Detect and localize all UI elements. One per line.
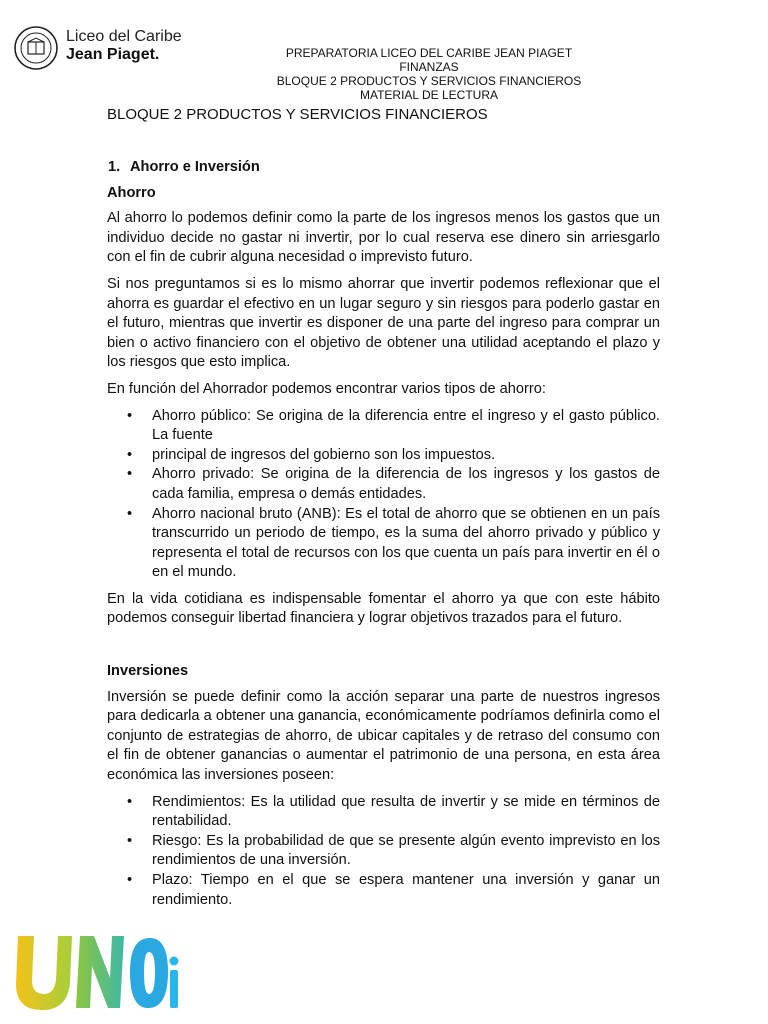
document-title: BLOQUE 2 PRODUCTOS Y SERVICIOS FINANCIEROS bbox=[107, 106, 488, 123]
section-heading bbox=[107, 158, 660, 178]
header-block: BLOQUE 2 PRODUCTOS Y SERVICIOS FINANCIEROS bbox=[276, 74, 582, 88]
school-seal-icon bbox=[14, 22, 62, 74]
paragraph: Al ahorro lo podemos definir como la parte de los ingresos menos los gastos que un individuo decide no gastar ni invertir, por lo cual reserva ese dinero sin arriesgarlo con el fin de cubrir alguna necesidad o imprevisto futuro. bbox=[107, 210, 660, 266]
list-item: • principal de ingresos del gobierno son los impuestos. bbox=[107, 446, 660, 466]
section-number: 1. bbox=[108, 159, 121, 175]
logo-line2: Jean Piaget. bbox=[66, 46, 160, 63]
inversiones-list bbox=[107, 793, 660, 911]
logo-line1: Liceo del Caribe bbox=[66, 28, 182, 45]
list-item: • Riesgo: Es la probabilidad de que se presente algún evento imprevisto en los rendimientos de una inversión. bbox=[107, 832, 660, 871]
header-school: PREPARATORIA LICEO DEL CARIBE JEAN PIAGET bbox=[285, 46, 573, 60]
unoi-logo-icon bbox=[10, 928, 180, 1014]
school-logo bbox=[14, 22, 184, 74]
header-material: MATERIAL DE LECTURA bbox=[359, 88, 499, 102]
section-title: Ahorro e Inversión bbox=[130, 159, 260, 175]
paragraph: En función del Ahorrador podemos encontrar varios tipos de ahorro: bbox=[107, 380, 546, 397]
paragraph: Inversión se puede definir como la acción separar una parte de nuestros ingresos para dedicarla a obtener una ganancia, económicamente podríamos definirla como el conjunto de estrategias de ahorro, de ubicar capitales y de retraso del consumo con el fin de obtener ganancias o aumentar el patrimonio de una persona, en esta área económica las inversiones poseen: bbox=[107, 688, 660, 784]
list-item: • Rendimientos: Es la utilidad que resulta de invertir y se mide en términos de rentabilidad. bbox=[107, 793, 660, 832]
paragraph: Si nos preguntamos si es lo mismo ahorrar que invertir podemos reflexionar que el ahorra es guardar el efectivo en un lugar seguro y sin riesgos para poderlo gastar en el futuro, mientras que invertir es disponer de una parte del ingreso para comprar un bien o activo financiero con el objetivo de obtener una utilidad aceptando el plazo y los riesgos que esto implica. bbox=[107, 275, 660, 371]
list-item: • Ahorro nacional bruto (ANB): Es el total de ahorro que se obtienen en un país transcurrido un periodo de tiempo, es la suma del ahorro privado y público y representa el total de recursos con los que cuenta un país para invertir en él o en el mundo. bbox=[107, 505, 660, 583]
ahorro-heading: Ahorro bbox=[107, 184, 156, 201]
list-item: • Ahorro privado: Se origina de la diferencia de los ingresos y los gastos de cada familia, empresa o demás entidades. bbox=[107, 465, 660, 504]
document-body bbox=[107, 158, 660, 917]
header-subject: FINANZAS bbox=[399, 60, 459, 74]
inversiones-heading: Inversiones bbox=[107, 663, 189, 680]
ahorro-list bbox=[107, 407, 660, 583]
document-header bbox=[260, 46, 598, 102]
paragraph: En la vida cotidiana es indispensable fomentar el ahorro ya que con este hábito podemos conseguir libertad financiera y lograr objetivos trazados para el futuro. bbox=[107, 590, 660, 627]
list-item: • Plazo: Tiempo en el que se espera mantener una inversión y ganar un rendimiento. bbox=[107, 871, 660, 910]
list-item: • Ahorro público: Se origina de la diferencia entre el ingreso y el gasto público. La fuente bbox=[107, 407, 660, 446]
